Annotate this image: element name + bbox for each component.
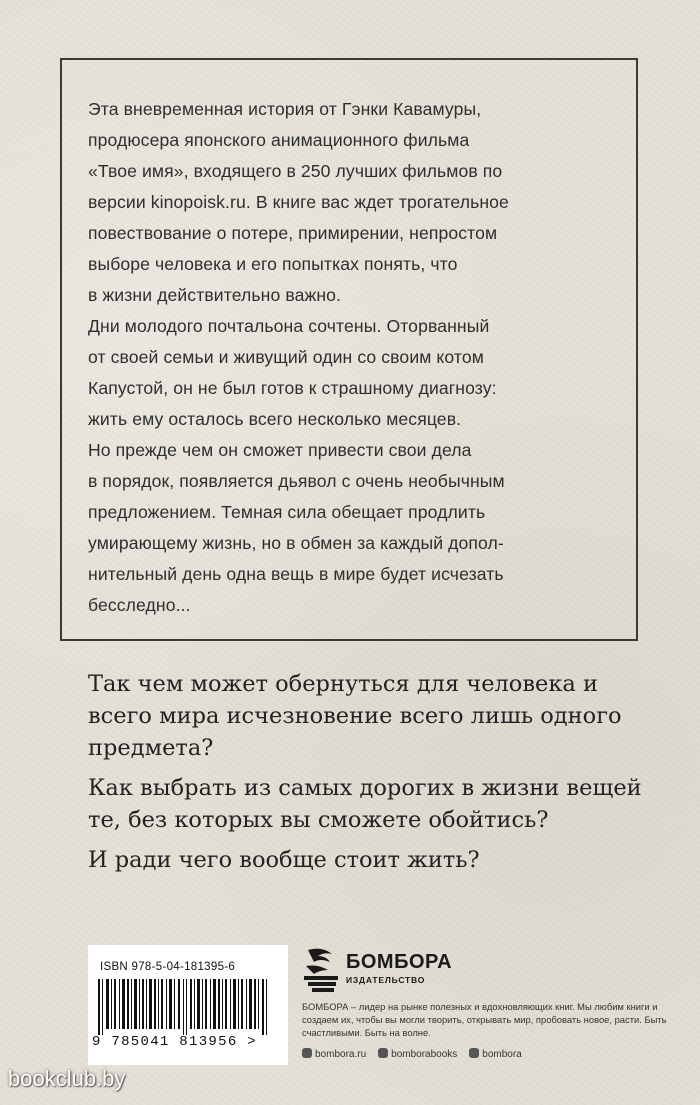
question-block [88, 668, 648, 884]
description-line: выборе человека и его попытках понять, что [88, 254, 458, 274]
description-line: Дни молодого почтальона сочтены. Оторванный [88, 316, 490, 336]
isbn-barcode [88, 945, 288, 1065]
description-line: в жизни действительно важно. [88, 285, 342, 305]
description-line: «Твое имя», входящего в 250 лучших фильмов по [88, 161, 503, 181]
description-line: продюсера японского анимационного фильма [88, 130, 470, 150]
website-link[interactable] [302, 1048, 366, 1060]
description-line: умирающему жизнь, но в обмен за каждый допол- [88, 533, 504, 553]
description-line: в порядок, появляется дьявол с очень необычным [88, 471, 505, 491]
publisher-subtitle: ИЗДАТЕЛЬСТВО [346, 975, 426, 985]
vk-label: bomborabooks [391, 1049, 458, 1060]
description-line: от своей семьи и живущий один со своим котом [88, 347, 484, 367]
book-description [88, 94, 636, 621]
description-line: нительный день одна вещь в мире будет исчезать [88, 564, 504, 584]
barcode-digits: 9 785041 813956 > [92, 1034, 257, 1050]
question: И ради чего вообще стоит жить? [88, 847, 480, 873]
bombora-logo-icon [302, 946, 342, 994]
description-line: жить ему осталось всего несколько месяцев. [88, 409, 462, 429]
barcode-icon [98, 979, 280, 1035]
description-line: предложением. Темная сила обещает продлить [88, 502, 486, 522]
description-line: Капустой, он не был готов к страшному диагнозу: [88, 378, 497, 398]
website-label: bombora.ru [315, 1049, 367, 1060]
vk-icon [378, 1048, 388, 1058]
social-links [302, 1048, 522, 1060]
description-line: повествование о потере, примирении, непростом [88, 223, 498, 243]
description-line: версии kinopoisk.ru. В книге вас ждет трогательное [88, 192, 509, 212]
question: Так чем может обернуться для человека и всего мира исчезновение всего лишь одного предмета? [88, 671, 622, 761]
vk-link[interactable] [378, 1048, 457, 1060]
description-line: бесследно... [88, 595, 191, 615]
site-watermark: bookclub.by [8, 1066, 126, 1091]
telegram-link[interactable] [469, 1048, 521, 1060]
isbn-number: ISBN 978-5-04-181395-6 [100, 961, 236, 973]
publisher-tagline: БОМБОРА – лидер на рынке полезных и вдохновляющих книг. Мы любим книги и создаем их, чтобы вы могли творить, открывать мир, пробовать новое, расти. Быть счастливыми. Быть на волне. [302, 1001, 667, 1038]
publisher-name: БОМБОРА [346, 951, 453, 973]
telegram-icon [469, 1048, 479, 1058]
telegram-label: bombora [482, 1049, 522, 1060]
question: Как выбрать из самых дорогих в жизни вещей те, без которых вы сможете обойтись? [88, 775, 642, 833]
description-line: Эта вневременная история от Гэнки Кавамуры, [88, 99, 482, 119]
globe-icon [302, 1048, 312, 1058]
description-line: Но прежде чем он сможет привести свои дела [88, 440, 472, 460]
